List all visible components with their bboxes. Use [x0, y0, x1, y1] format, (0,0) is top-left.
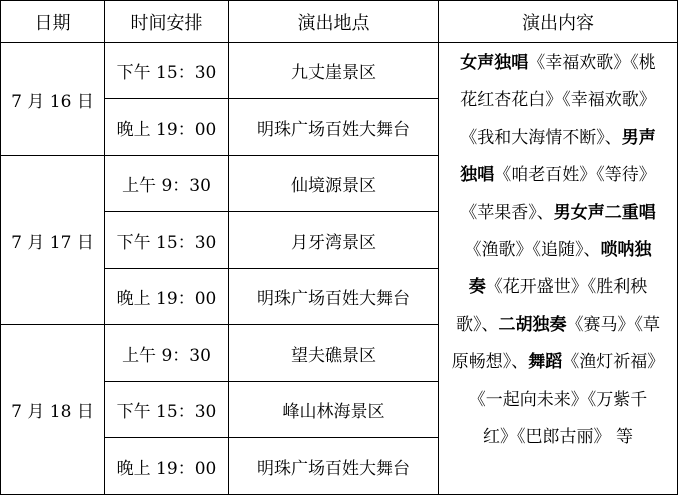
content-line	[440, 45, 676, 82]
program-type-label: 奏	[468, 277, 486, 298]
venue-cell: 月牙湾景区	[291, 232, 376, 253]
date-cell: 7 月 18 日	[11, 402, 94, 422]
program-titles: 《咱老百姓》《等待》	[494, 165, 656, 186]
content-line	[440, 382, 676, 419]
program-type-label: 女声独唱	[460, 53, 529, 73]
program-type-label: 舞蹈	[528, 352, 563, 373]
header-venue: 演出地点	[297, 12, 370, 34]
border-bottom	[0, 494, 678, 495]
header-date: 日期	[34, 12, 71, 34]
date-cell: 7 月 16 日	[11, 91, 94, 112]
program-titles: 《花开盛世》《胜利秧	[485, 277, 648, 298]
content-line	[440, 232, 676, 269]
content-line	[440, 269, 676, 306]
time-cell: 下午 15：30	[116, 63, 217, 83]
program-type-label: 男声	[621, 127, 656, 148]
program-titles: 《我和大海情不断》、	[460, 127, 622, 148]
program-titles: 《幸福欢歌》《桃	[528, 53, 656, 73]
program-titles: 《苹果香》、	[460, 202, 554, 223]
venue-cell: 明珠广场百姓大舞台	[257, 289, 410, 309]
program-titles: 《一起向未来》《万紫千	[468, 389, 648, 410]
time-cell: 下午 15：30	[116, 402, 217, 422]
time-cell: 下午 15：30	[116, 232, 217, 253]
program-titles: 花红杏花白》《幸福欢歌》	[460, 90, 656, 111]
time-cell: 上午 9：30	[122, 176, 211, 196]
program-type-label: 唢呐独	[600, 239, 652, 260]
program-titles: 《渔歌》《追随》、	[464, 239, 601, 260]
program-type-label: 二胡独奏	[498, 314, 567, 335]
column-divider-3	[438, 0, 439, 495]
performance-content-text	[440, 45, 676, 494]
program-titles: 原畅想》、	[451, 352, 529, 373]
content-line	[440, 120, 676, 157]
content-line	[440, 419, 676, 456]
venue-cell: 峰山林海景区	[282, 402, 385, 422]
time-cell: 晚上 19：00	[116, 458, 217, 479]
program-titles: 《渔灯祈福》	[562, 352, 665, 373]
content-line	[440, 195, 676, 232]
venue-cell: 仙境源景区	[291, 176, 376, 196]
program-titles: 《赛马》《草	[566, 314, 660, 335]
time-cell: 晚上 19：00	[116, 289, 217, 309]
content-line	[440, 344, 676, 381]
content-line	[440, 307, 676, 344]
content-line	[440, 82, 676, 119]
header-content: 演出内容	[522, 12, 594, 34]
program-titles: 红》《巴郎古丽》 等	[483, 426, 633, 447]
content-line	[440, 157, 676, 194]
venue-cell: 明珠广场百姓大舞台	[257, 119, 410, 140]
date-cell: 7 月 17 日	[11, 232, 94, 253]
venue-cell: 望夫礁景区	[291, 345, 376, 366]
venue-cell: 九丈崖景区	[291, 63, 376, 83]
header-time: 时间安排	[130, 12, 203, 34]
program-titles: 歌》、	[456, 314, 499, 335]
time-cell: 晚上 19：00	[116, 119, 217, 140]
program-type-label: 男女声二重唱	[553, 202, 656, 223]
time-cell: 上午 9：30	[122, 345, 211, 366]
program-type-label: 独唱	[460, 165, 495, 186]
venue-cell: 明珠广场百姓大舞台	[257, 458, 410, 479]
